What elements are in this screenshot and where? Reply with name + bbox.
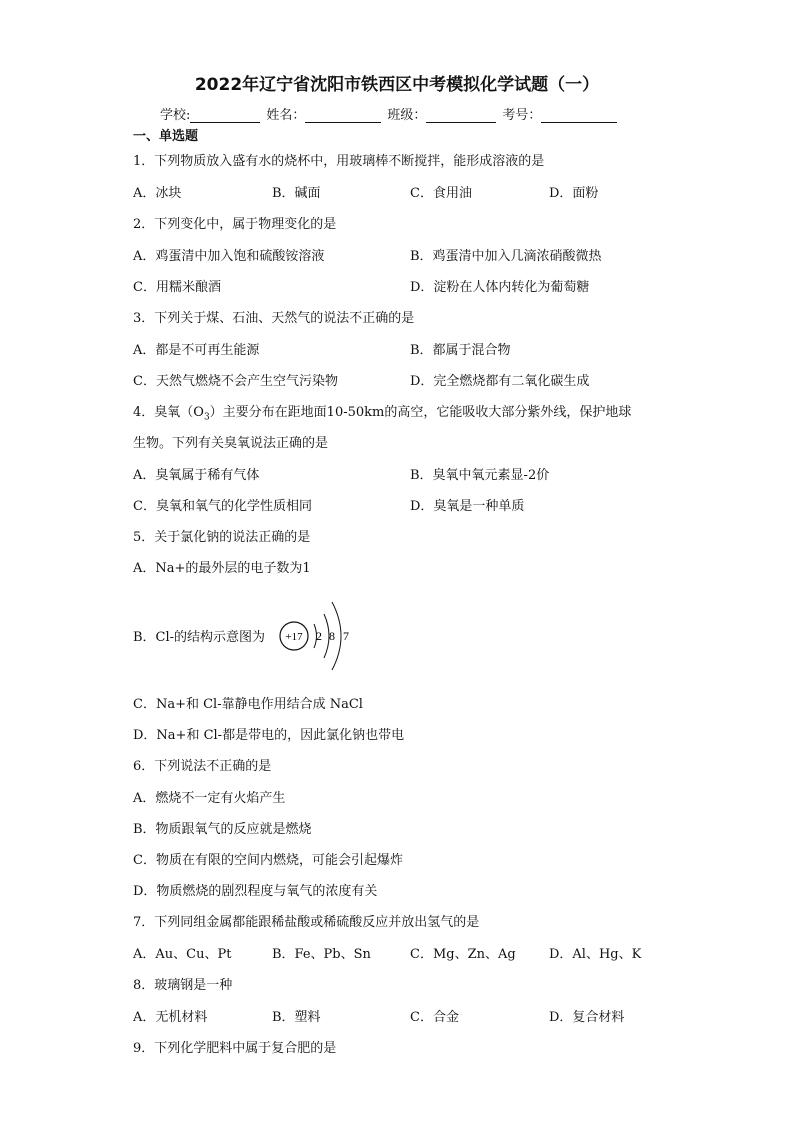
chloride-ion-structure-diagram xyxy=(272,588,362,678)
section-heading: 一、单选题 xyxy=(133,129,199,144)
q1-option-a: A．冰块 xyxy=(133,186,182,201)
q3-option-d: D．完全燃烧都有二氧化碳生成 xyxy=(410,374,590,389)
q1-option-d: D．面粉 xyxy=(549,186,599,201)
shell-2-electrons: 8 xyxy=(329,629,335,643)
shell-3-electrons: 7 xyxy=(343,629,349,643)
q3-stem: 3．下列关于煤、石油、天然气的说法不正确的是 xyxy=(133,311,415,326)
q4-stem-part2: ）主要分布在距地面10-50km的高空，它能吸收大部分紫外线，保护地球 xyxy=(209,405,632,420)
q3-option-b: B．都属于混合物 xyxy=(410,343,511,358)
q4-option-c: C．臭氧和氧气的化学性质相同 xyxy=(133,499,312,514)
q4-option-d: D．臭氧是一种单质 xyxy=(410,499,525,514)
q5-option-d: D．Na+和 Cl-都是带电的，因此氯化钠也带电 xyxy=(133,728,405,743)
q5-stem: 5．关于氯化钠的说法正确的是 xyxy=(133,530,311,545)
q5-option-a: A．Na+的最外层的电子数为1 xyxy=(133,561,311,576)
q2-option-a: A．鸡蛋清中加入饱和硫酸铵溶液 xyxy=(133,249,325,264)
exam-no-blank[interactable] xyxy=(541,108,617,123)
q2-option-d: D．淀粉在人体内转化为葡萄糖 xyxy=(410,280,590,295)
q2-option-b: B．鸡蛋清中加入几滴浓硝酸微热 xyxy=(410,249,602,264)
q2-stem: 2．下列变化中，属于物理变化的是 xyxy=(133,217,337,232)
q4-stem-part1: 4．臭氧（O xyxy=(133,405,204,420)
q8-option-c: C．合金 xyxy=(410,1010,459,1025)
q2-option-c: C．用糯米酿酒 xyxy=(133,280,221,295)
q4-stem-subscript: 3 xyxy=(203,412,210,423)
q4-option-a: A．臭氧属于稀有气体 xyxy=(133,468,260,483)
q4-option-b: B．臭氧中氧元素显-2价 xyxy=(410,468,550,483)
q5-option-b: B．Cl-的结构示意图为 xyxy=(133,630,266,645)
q7-option-d: D．Al、Hg、K xyxy=(549,947,642,962)
q7-option-b: B．Fe、Pb、Sn xyxy=(272,947,371,962)
q6-option-a: A．燃烧不一定有火焰产生 xyxy=(133,791,286,806)
name-label: 姓名： xyxy=(266,108,306,123)
q6-option-c: C．物质在有限的空间内燃烧，可能会引起爆炸 xyxy=(133,853,403,868)
q7-option-c: C．Mg、Zn、Ag xyxy=(410,947,516,962)
school-blank[interactable] xyxy=(190,108,260,123)
q8-option-d: D．复合材料 xyxy=(549,1010,625,1025)
q9-stem: 9．下列化学肥料中属于复合肥的是 xyxy=(133,1041,337,1056)
shell-1-electrons: 2 xyxy=(316,629,322,643)
q4-stem-continued: 生物。下列有关臭氧说法正确的是 xyxy=(133,436,329,451)
q8-option-a: A．无机材料 xyxy=(133,1010,208,1025)
exam-no-label: 考号： xyxy=(502,108,542,123)
q6-stem: 6．下列说法不正确的是 xyxy=(133,759,272,774)
q8-stem: 8．玻璃钢是一种 xyxy=(133,978,233,993)
q1-option-c: C．食用油 xyxy=(410,186,472,201)
q5-option-c: C．Na+和 Cl-靠静电作用结合成 NaCl xyxy=(133,697,363,712)
nucleus-charge: +17 xyxy=(285,631,303,643)
class-blank[interactable] xyxy=(426,108,496,123)
name-blank[interactable] xyxy=(305,108,381,123)
q1-stem: 1．下列物质放入盛有水的烧杯中，用玻璃棒不断搅拌，能形成溶液的是 xyxy=(133,154,545,169)
q6-option-b: B．物质跟氧气的反应就是燃烧 xyxy=(133,822,312,837)
q4-stem xyxy=(133,401,631,423)
school-label: 学校: xyxy=(160,108,191,123)
exam-title: 2022年辽宁省沈阳市铁西区中考模拟化学试题（一） xyxy=(194,75,600,95)
class-label: 班级： xyxy=(387,108,427,123)
q8-option-b: B．塑料 xyxy=(272,1010,321,1025)
q1-option-b: B．碱面 xyxy=(272,186,321,201)
q7-stem: 7．下列同组金属都能跟稀盐酸或稀硫酸反应并放出氢气的是 xyxy=(133,915,480,930)
q3-option-c: C．天然气燃烧不会产生空气污染物 xyxy=(133,374,338,389)
q6-option-d: D．物质燃烧的剧烈程度与氧气的浓度有关 xyxy=(133,884,378,899)
q3-option-a: A．都是不可再生能源 xyxy=(133,343,260,358)
student-info-row xyxy=(160,104,640,123)
q7-option-a: A．Au、Cu、Pt xyxy=(133,947,232,962)
